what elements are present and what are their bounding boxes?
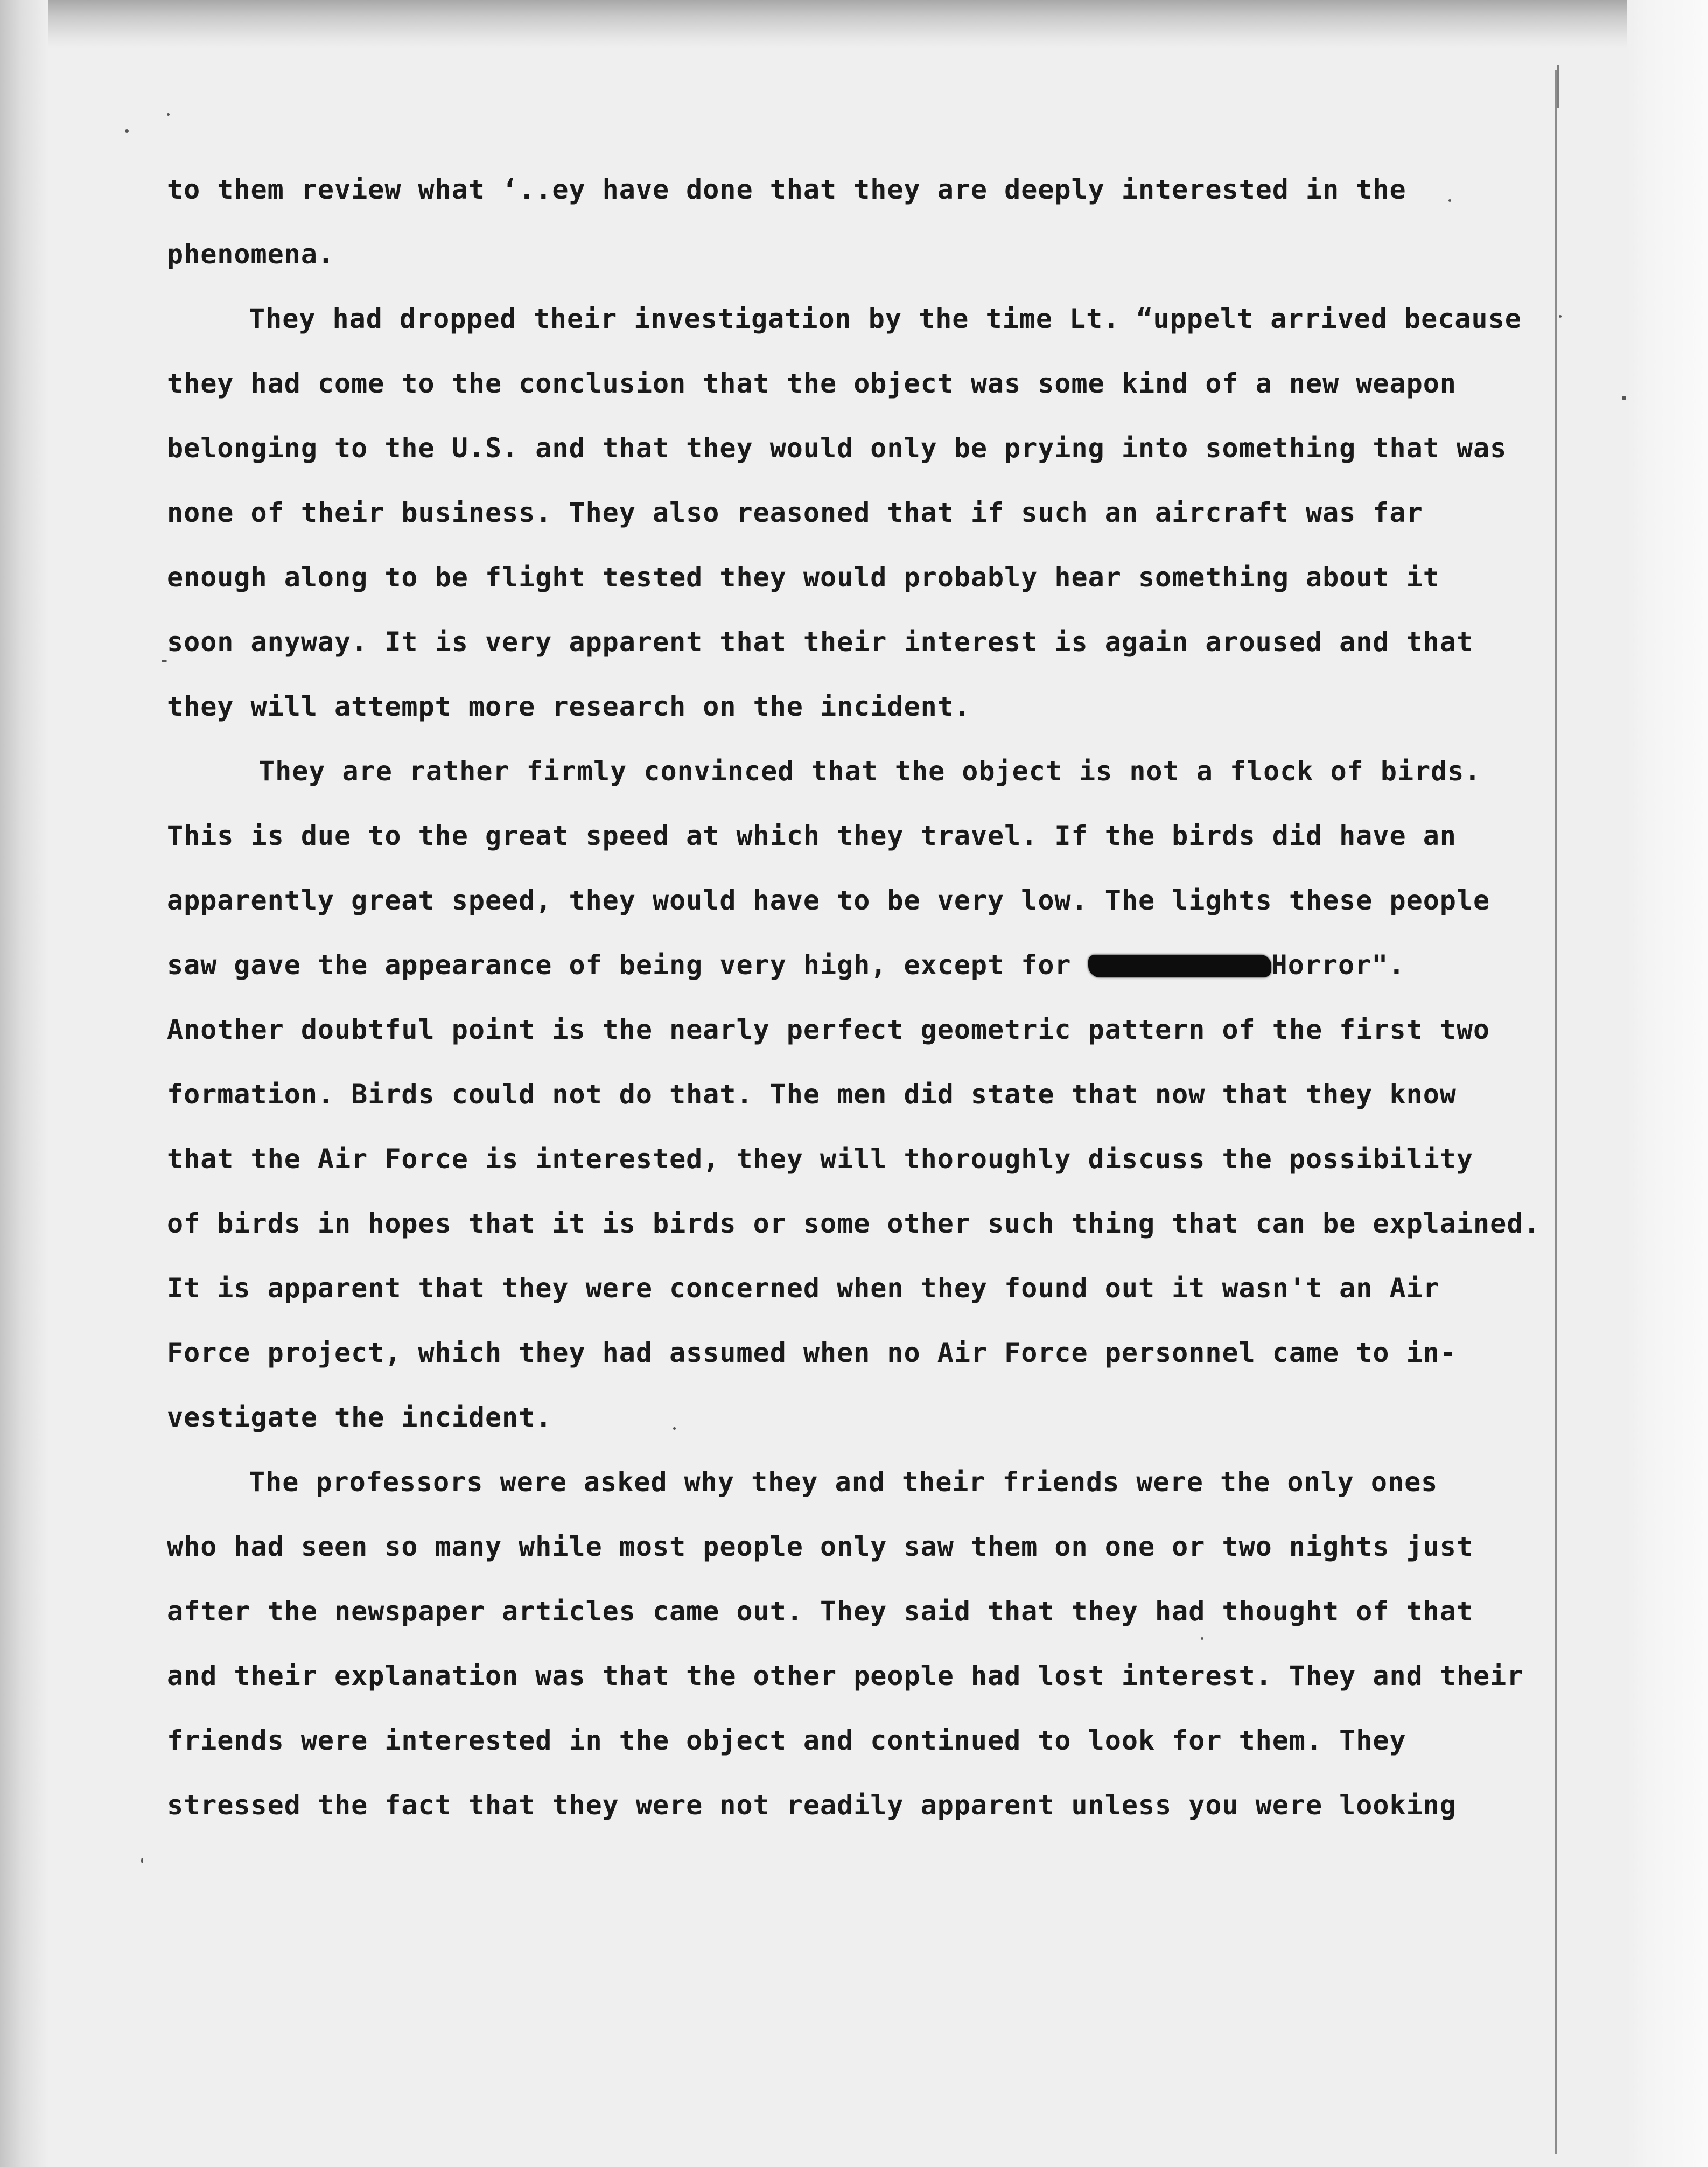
text-line-10: They are rather firmly convinced that the object is not a flock of birds. [258, 756, 1481, 787]
text-line-13-end: Horror". [1271, 949, 1405, 981]
text-line-11: This is due to the great speed at which they travel. If the birds did have an [167, 820, 1457, 851]
speck [141, 1858, 143, 1863]
speck [162, 660, 167, 662]
top-scan-shadow [0, 0, 1708, 48]
text-line-8: soon anyway. It is very apparent that their interest is again aroused and that [167, 626, 1473, 658]
text-line-1: to them review what ‘..ey have done that they are deeply interested in the [167, 174, 1406, 205]
text-line-21: The professors were asked why they and their friends were the only ones [249, 1466, 1438, 1498]
redaction-mark [1088, 955, 1271, 977]
text-line-2: phenomena. [167, 239, 335, 270]
right-margin-line [1555, 70, 1557, 2154]
text-line-12: apparently great speed, they would have to be very low. The lights these people [167, 885, 1490, 916]
text-line-23: after the newspaper articles came out. They said that they had thought of that [167, 1596, 1473, 1627]
text-line-24: and their explanation was that the other people had lost interest. They and their [167, 1660, 1524, 1691]
text-line-15: formation. Birds could not do that. The men did state that now that they know [167, 1079, 1457, 1110]
text-line-25: friends were interested in the object and continued to look for them. They [167, 1725, 1406, 1756]
typed-text-body [167, 157, 1545, 1837]
text-line-19: Force project, which they had assumed when no Air Force personnel came to in- [167, 1337, 1457, 1368]
text-line-5: belonging to the U.S. and that they would only be prying into something that was [167, 432, 1507, 464]
text-line-6: none of their business. They also reasoned that if such an aircraft was far [167, 497, 1423, 528]
text-line-17: of birds in hopes that it is birds or some other such thing that can be explained. [167, 1208, 1541, 1239]
speck [125, 129, 129, 133]
speck [1622, 396, 1626, 400]
text-line-3: They had dropped their investigation by the time Lt. “uppelt arrived because [249, 303, 1522, 334]
text-line-20: vestigate the incident. [167, 1402, 552, 1433]
text-line-16: that the Air Force is interested, they will thoroughly discuss the possibility [167, 1143, 1473, 1175]
text-line-14: Another doubtful point is the nearly perfect geometric pattern of the first two [167, 1014, 1490, 1045]
text-line-13-start: saw gave the appearance of being very high, except for [167, 949, 1088, 981]
right-page-edge [1627, 0, 1708, 2167]
text-line-13 [167, 933, 1545, 997]
text-line-26: stressed the fact that they were not readily apparent unless you were looking [167, 1789, 1457, 1821]
right-margin-tick [1557, 65, 1559, 108]
speck [167, 113, 170, 116]
text-line-18: It is apparent that they were concerned when they found out it wasn't an Air [167, 1273, 1440, 1304]
text-line-4: they had come to the conclusion that the object was some kind of a new weapon [167, 368, 1457, 399]
left-scan-shadow [0, 0, 48, 2167]
speck [1559, 315, 1562, 318]
text-line-9: they will attempt more research on the incident. [167, 691, 971, 722]
text-line-22: who had seen so many while most people only saw them on one or two nights just [167, 1531, 1473, 1562]
text-line-7: enough along to be flight tested they would probably hear something about it [167, 562, 1440, 593]
